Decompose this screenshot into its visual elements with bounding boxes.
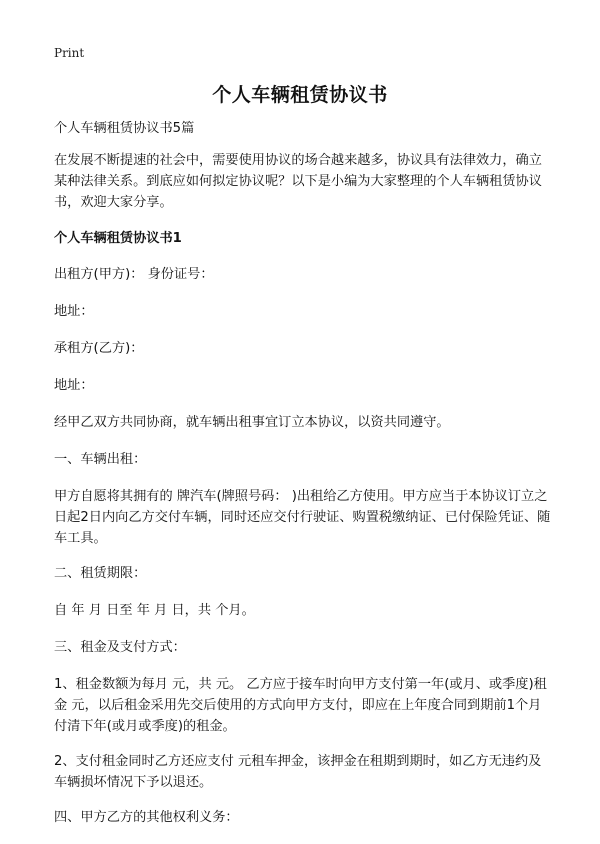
party-b-line: 承租方(乙方)： xyxy=(54,341,144,356)
clause-rent-amount-text: 1、租金数额为每月 元，共 元。 乙方应于接车时向甲方支付第一年(或月、或季度)租金 元，以后租金采用先交后使用的方式向甲方支付，即应在上年度合同到期前1个月付清下年(或月或季度)的租金。 xyxy=(54,677,547,734)
print-link[interactable]: Print xyxy=(54,46,85,60)
clause-rental-period-text: 自 年 月 日至 年 月 日，共 个月。 xyxy=(54,603,255,618)
clause-heading-rent-payment: 三、租金及支付方式： xyxy=(54,640,186,655)
section-heading: 个人车辆租赁协议书1 xyxy=(54,231,182,246)
party-a-address-line: 地址： xyxy=(54,304,94,319)
party-a-line: 出租方(甲方)： 身份证号： xyxy=(54,267,214,282)
intro-paragraph: 在发展不断提速的社会中，需要使用协议的场合越来越多，协议具有法律效力，确立某种法律关系。到底应如何拟定协议呢？以下是小编为大家整理的个人车辆租赁协议书，欢迎大家分享。 xyxy=(54,153,542,210)
document-title: 个人车辆租赁协议书 xyxy=(212,84,388,106)
agreement-preamble: 经甲乙双方共同协商，就车辆出租事宜订立本协议，以资共同遵守。 xyxy=(54,415,450,430)
clause-heading-vehicle-rental: 一、车辆出租： xyxy=(54,452,147,467)
clause-heading-other-rights: 四、甲方乙方的其他权利义务： xyxy=(54,810,239,825)
clause-deposit-text: 2、支付租金同时乙方还应支付 元租车押金，该押金在租期到期时，如乙方无违约及车辆损坏情况下予以退还。 xyxy=(54,754,542,790)
party-b-address-line: 地址： xyxy=(54,378,94,393)
document-subtitle: 个人车辆租赁协议书5篇 xyxy=(54,121,195,136)
document-body xyxy=(54,118,554,844)
clause-vehicle-rental-text: 甲方自愿将其拥有的 牌汽车(牌照号码： )出租给乙方使用。甲方应当于本协议订立之日起2日内向乙方交付车辆，同时还应交付行驶证、购置税缴纳证、已付保险凭证、随车工具。 xyxy=(54,489,551,546)
clause-heading-rental-period: 二、租赁期限： xyxy=(54,566,147,581)
